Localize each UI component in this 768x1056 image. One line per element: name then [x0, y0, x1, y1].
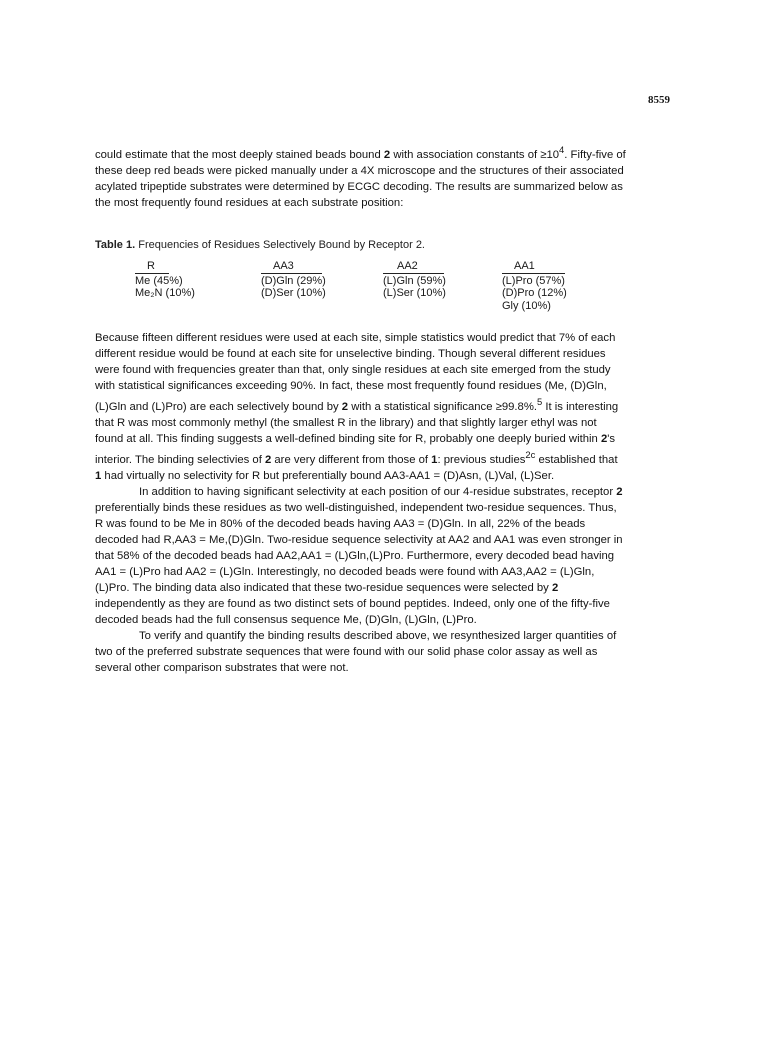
paragraph-text: had virtually no selectivity for R but preferentially bound AA3-AA1 = (D)Asn, (L)Val, (L)Ser.: [101, 469, 555, 482]
two-residue-paragraph: [95, 484, 627, 628]
table-cell: (L)Gln (59%): [383, 274, 446, 287]
column-header: AA1: [502, 260, 565, 274]
body-text: [95, 330, 627, 676]
receptor-ref: 1: [431, 453, 438, 466]
receptor-ref: 2: [600, 432, 608, 445]
column-header: AA3: [261, 260, 322, 274]
page-number: 8559: [648, 94, 670, 106]
intro-text: could estimate that the most deeply stained beads bound: [95, 148, 384, 161]
table-cell: (D)Ser (10%): [261, 287, 326, 299]
receptor-ref: 2: [616, 485, 623, 498]
intro-paragraph: [95, 142, 627, 211]
receptor-ref: 2: [341, 400, 349, 413]
table-cell: (D)Pro (12%): [502, 287, 567, 299]
table-column-aa1: [502, 260, 567, 312]
intro-text: . Fifty-five of these deep red beads were picked manually under a 4X microscope and the structures of their associated acylated tripeptide substrates were determined by ECGC decoding. The results are summarized below as the most frequently found residues at each substrate position:: [95, 148, 626, 209]
paragraph-text: independently as they are found as two distinct sets of bound peptides. Indeed, only one of the fifty-five decoded beads had the full consensus sequence Me, (D)Gln, (L)Gln, (L)Pro.: [95, 597, 610, 626]
column-header: R: [135, 260, 169, 274]
verify-paragraph: To verify and quantify the binding results described above, we resynthesized larger quantities of two of the preferred substrate sequences that were found with our solid phase color assay as well as several other comparison substrates that were not.: [95, 629, 617, 674]
table-cell: (D)Gln (29%): [261, 274, 326, 287]
paragraph-text: preferentially binds these residues as two well-distinguished, independent two-residue sequences. Thus, R was found to be Me in 80% of the decoded beads having AA3 = (D)Gln. In all, 22% of the beads decoded had R,AA3 = Me,(D)Gln. Two-residue sequence selectivity at AA2 and AA1 was even stronger in that 58% of the decoded beads had AA2,AA1 = (L)Gln,(L)Pro. Furthermore, every decoded bead having AA1 = (L)Pro had AA2 = (L)Gln. Interestingly, no decoded beads were found with AA3,AA2 = (L)Gln,(L)Pro. The binding data also indicated that these two-residue sequences were selected by: [95, 501, 623, 594]
statistics-paragraph: [95, 330, 627, 484]
paragraph-text: 's interior. The binding selectivies of: [95, 432, 616, 466]
frequency-table: [0, 260, 768, 320]
paragraph-text: Because fifteen different residues were used at each site, simple statistics would predict that 7% of each different residue would be found at each site for unselective binding. Though several different residues were found with frequencies greater than that, only single residues at each site emerged from the study with statistical significances exceeding 90%. In fact, these most frequently found residues (Me, (D)Gln, (L)Gln and (L)Pro) are each selectively bound by: [95, 332, 616, 413]
table-column-r: [135, 260, 195, 300]
paragraph-text: are very different from those of: [271, 453, 432, 466]
receptor-ref: 1: [95, 469, 102, 482]
intro-text: with association constants of ≥10: [390, 148, 560, 161]
table-column-aa2: [383, 260, 446, 300]
table-label: Table 1.: [95, 239, 136, 251]
receptor-ref: 2: [383, 148, 391, 161]
paragraph-text: In addition to having significant selectivity at each position of our 4-residue substrates, receptor: [139, 485, 617, 498]
table-cell: Me₂N (10%): [135, 287, 195, 299]
table-cell: Gly (10%): [502, 299, 551, 312]
column-header: AA2: [383, 260, 444, 274]
table-cell: Me (45%): [135, 274, 183, 287]
superscript: 2c: [525, 448, 536, 460]
superscript: 4: [559, 144, 565, 155]
table-title: Frequencies of Residues Selectively Bound by Receptor 2.: [138, 239, 425, 251]
receptor-ref: 2: [264, 453, 272, 466]
paragraph-text: : previous studies: [437, 453, 526, 466]
table-caption: [95, 239, 425, 251]
table-cell: (L)Ser (10%): [383, 287, 446, 299]
receptor-ref: 2: [551, 581, 559, 594]
paragraph-text: with a statistical significance ≥99.8%.: [348, 400, 537, 413]
table-column-aa3: [261, 260, 326, 300]
paragraph-text: established that: [535, 453, 618, 466]
table-cell: (L)Pro (57%): [502, 274, 565, 287]
paragraph-text: It is interesting that R was most commonly methyl (the smallest R in the library) and that slightly larger ethyl was not found at all. This finding suggests a well-defined binding site for R, probably one deeply buried within: [95, 400, 619, 445]
superscript: 5: [537, 396, 543, 407]
